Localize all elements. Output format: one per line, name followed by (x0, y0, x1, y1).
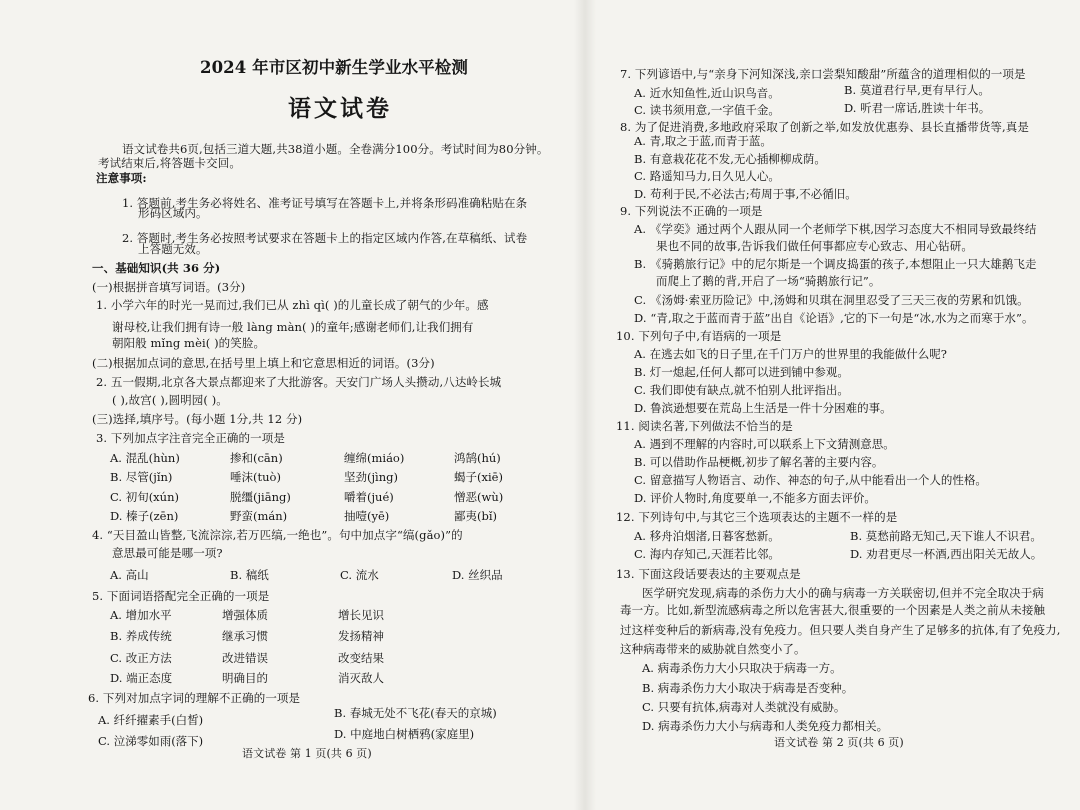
q3-option-b: B. 尽管(jǐn) (110, 470, 173, 484)
q7-option-b: B. 莫道君行早,更有早行人。 (844, 83, 990, 97)
page-1-footer: 语文试卷 第 1 页(共 6 页) (242, 747, 372, 760)
q5-word: 发扬精神 (338, 629, 384, 643)
q3-word: 脱缰(jiāng) (230, 490, 291, 504)
q13-passage-4: 这种病毒带来的威胁就自然变小了。 (620, 642, 806, 656)
q3-word: 抽噎(yē) (344, 509, 390, 523)
q7-option-c: C. 读书须用意,一字值千金。 (634, 103, 780, 117)
q6-option-a: A. 纤纤擢素手(白皙) (98, 713, 204, 727)
q2-line-b: ( ),故宫( ),圆明园( )。 (112, 393, 228, 407)
exam-page-1 (82, 0, 560, 810)
q13-passage-1: 医学研究发现,病毒的杀伤力大小的确与病毒一方关联密切,但并不完全取决于病 (642, 586, 1044, 600)
q9-option-d: D. “青,取之于蓝而青于蓝”出自《论语》,它的下一句是“冰,水为之而寒于水”。 (634, 311, 1034, 325)
q10-stem: 10. 下列句子中,有语病的一项是 (616, 329, 782, 343)
section-3-heading: (三)选择,填序号。(每小题 1分,共 12 分) (92, 412, 303, 426)
exam-page-2 (612, 0, 1078, 810)
q8-option-d: D. 苟利于民,不必法古;苟周于事,不必循旧。 (634, 187, 857, 201)
q9-option-a-2: 果也不同的故事,告诉我们做任何事都应专心致志、用心钻研。 (656, 239, 973, 253)
q12-option-b: B. 莫愁前路无知己,天下谁人不识君。 (850, 529, 1042, 543)
q7-option-a: A. 近水知鱼性,近山识鸟音。 (634, 86, 780, 100)
q4-option-a: A. 高山 (110, 568, 149, 582)
q8-stem: 8. 为了促进消费,多地政府采取了创新之举,如发放优惠券、县长直播带货等,真是 (620, 120, 1029, 134)
q3-word: 鸿鹄(hú) (454, 451, 501, 465)
q5-option-b: B. 养成传统 (110, 629, 172, 643)
q5-word: 改进错误 (222, 651, 268, 665)
subject-title: 语文试卷 (288, 95, 392, 122)
q3-word: 野蛮(mán) (230, 509, 288, 523)
q5-option-a: A. 增加水平 (110, 608, 172, 622)
note-2b: 上答题无效。 (138, 242, 208, 256)
q9-option-c: C. 《汤姆·索亚历险记》中,汤姆和贝琪在洞里忍受了三天三夜的劳累和饥饿。 (634, 293, 1029, 307)
section-2-heading: (二)根据加点词的意思,在括号里上填上和它意思相近的词语。(3分) (92, 356, 435, 370)
q9-option-b-2: 而爬上了鹅的背,开启了一场“骑鹅旅行记”。 (656, 274, 881, 288)
exam-title: 2024 年市区初中新生学业水平检测 (200, 58, 468, 77)
q6-stem: 6. 下列对加点字词的理解不正确的一项是 (88, 691, 301, 705)
q9-option-a-1: A. 《学奕》通过两个人跟从同一个老师学下棋,因学习态度大不相同导致最终结 (634, 222, 1037, 236)
q11-option-b: B. 可以借助作品梗概,初步了解名著的主要内容。 (634, 455, 884, 469)
q13-option-c: C. 只要有抗体,病毒对人类就没有威胁。 (642, 700, 846, 714)
q3-option-c: C. 初旬(xún) (110, 490, 179, 504)
q10-option-c: C. 我们即使有缺点,就不怕别人批评指出。 (634, 383, 849, 397)
q4-option-d: D. 丝织品 (452, 568, 503, 582)
q3-word: 鄙夷(bǐ) (454, 509, 498, 523)
q4-option-c: C. 流水 (340, 568, 379, 582)
q5-word: 增强体质 (222, 608, 268, 622)
q4-option-b: B. 稿纸 (230, 568, 269, 582)
q6-option-b: B. 春城无处不飞花(春天的京城) (334, 706, 497, 720)
q13-option-d: D. 病毒杀伤力大小与病毒和人类免疫力都相关。 (642, 719, 889, 733)
page-2-footer: 语文试卷 第 2 页(共 6 页) (774, 736, 904, 749)
q2-line-a: 2. 五一假期,北京各大景点都迎来了大批游客。天安门广场人头攒动,八达岭长城 (96, 375, 502, 389)
note-1b: 形码区域内。 (138, 206, 208, 220)
q4-line-b: 意思最可能是哪一项? (112, 546, 223, 560)
q11-stem: 11. 阅读名著,下列做法不恰当的是 (616, 419, 793, 433)
q3-stem: 3. 下列加点字注音完全正确的一项是 (96, 431, 285, 445)
part-1-heading: 一、基础知识(共 36 分) (92, 261, 221, 275)
q6-option-d: D. 中庭地白树栖鸦(家庭里) (334, 727, 475, 741)
q13-option-b: B. 病毒杀伤力大小取决于病毒是否变种。 (642, 681, 854, 695)
q13-stem: 13. 下面这段话要表达的主要观点是 (616, 567, 801, 581)
q3-option-d: D. 榛子(zēn) (110, 509, 179, 523)
q3-word: 蝎子(xiē) (454, 470, 503, 484)
q11-option-c: C. 留意描写人物语言、动作、神态的句子,从中能看出一个人的性格。 (634, 473, 987, 487)
q5-word: 增长见识 (338, 608, 384, 622)
q3-word: 坚劲(jìng) (344, 470, 398, 484)
q5-word: 消灭敌人 (338, 671, 384, 685)
section-1-heading: (一)根据拼音填写词语。(3分) (92, 280, 246, 294)
q13-passage-3: 过这样变种后的新病毒,没有免疫力。但只要人类自身产生了足够多的抗体,有了免疫力, (620, 623, 1061, 637)
q1-line-b: 谢母校,让我们拥有诗一般 làng màn( )的童年;感谢老师们,让我们拥有 (112, 320, 474, 334)
q13-option-a: A. 病毒杀伤力大小只取决于病毒一方。 (642, 661, 842, 675)
q10-option-b: B. 灯一熄起,任何人都可以进到铺中参观。 (634, 365, 849, 379)
q10-option-d: D. 鲁滨逊想要在荒岛上生活是一件十分困难的事。 (634, 401, 892, 415)
q5-word: 继承习惯 (222, 629, 268, 643)
q12-stem: 12. 下列诗句中,与其它三个选项表达的主题不一样的是 (616, 510, 898, 524)
notes-heading: 注意事项: (96, 171, 147, 185)
q1-line-a: 1. 小学六年的时光一晃而过,我们已从 zhì qì( )的儿童长成了朝气的少年。感 (96, 298, 489, 312)
q6-option-c: C. 泣涕零如雨(落下) (98, 734, 204, 748)
q4-line-a: 4. “天目盈山皆整,飞流淙淙,若万匹缟,一绝也”。句中加点字“缟(gǎo)”的 (92, 528, 463, 542)
page-fold-shadow (574, 0, 596, 810)
q5-option-d: D. 端正态度 (110, 671, 173, 685)
q13-passage-2: 毒一方。比如,新型流感病毒之所以危害甚大,很重要的一个因素是人类之前从未接触 (620, 603, 1046, 617)
q8-option-c: C. 路遥知马力,日久见人心。 (634, 169, 780, 183)
q3-word: 嚼着(jué) (344, 490, 394, 504)
q10-option-a: A. 在逃去如飞的日子里,在千门万户的世界里的我能做什么呢? (634, 347, 947, 361)
q5-word: 明确目的 (222, 671, 268, 685)
q11-option-a: A. 遇到不理解的内容时,可以联系上下文猜测意思。 (634, 437, 895, 451)
q11-option-d: D. 评价人物时,角度要单一,不能多方面去评价。 (634, 491, 876, 505)
q8-option-b: B. 有意栽花花不发,无心插柳柳成荫。 (634, 152, 826, 166)
q5-stem: 5. 下面词语搭配完全正确的一项是 (92, 589, 270, 603)
q5-word: 改变结果 (338, 651, 384, 665)
q8-option-a: A. 青,取之于蓝,而青于蓝。 (634, 134, 772, 148)
q3-word: 憎恶(wù) (454, 490, 504, 504)
q7-option-d: D. 听君一席话,胜读十年书。 (844, 101, 991, 115)
q12-option-a: A. 移舟泊烟渚,日暮客愁新。 (634, 529, 780, 543)
q9-option-b-1: B. 《骑鹅旅行记》中的尼尔斯是一个调皮捣蛋的孩子,本想阻止一只大雄鹅飞走 (634, 257, 1037, 271)
note-1a: 1. 答题前,考生务必将姓名、准考证号填写在答题卡上,并将条形码准确粘贴在条 (122, 196, 528, 210)
q9-stem: 9. 下列说法不正确的一项是 (620, 204, 763, 218)
note-2a: 2. 答题时,考生务必按照考试要求在答题卡上的指定区域内作答,在草稿纸、试卷 (122, 231, 528, 245)
q12-option-d: D. 劝君更尽一杯酒,西出阳关无故人。 (850, 547, 1043, 561)
q1-line-c: 朝阳般 mǐng mèi( )的笑脸。 (112, 336, 266, 350)
q3-word: 唾沫(tuò) (230, 470, 281, 484)
intro-line-2: 考试结束后,将答题卡交回。 (98, 156, 241, 170)
q12-option-c: C. 海内存知己,天涯若比邻。 (634, 547, 780, 561)
q7-stem: 7. 下列谚语中,与“亲身下河知深浅,亲口尝梨知酸甜”所蕴含的道理相似的一项是 (620, 67, 1026, 81)
q3-word: 掺和(cān) (230, 451, 283, 465)
intro-line-1: 语文试卷共6页,包括三道大题,共38道小题。全卷满分100分。考试时间为80分钟。 (122, 142, 549, 156)
q3-word: 缠绵(miáo) (344, 451, 405, 465)
q3-option-a: A. 混乱(hùn) (110, 451, 180, 465)
q5-option-c: C. 改正方法 (110, 651, 172, 665)
